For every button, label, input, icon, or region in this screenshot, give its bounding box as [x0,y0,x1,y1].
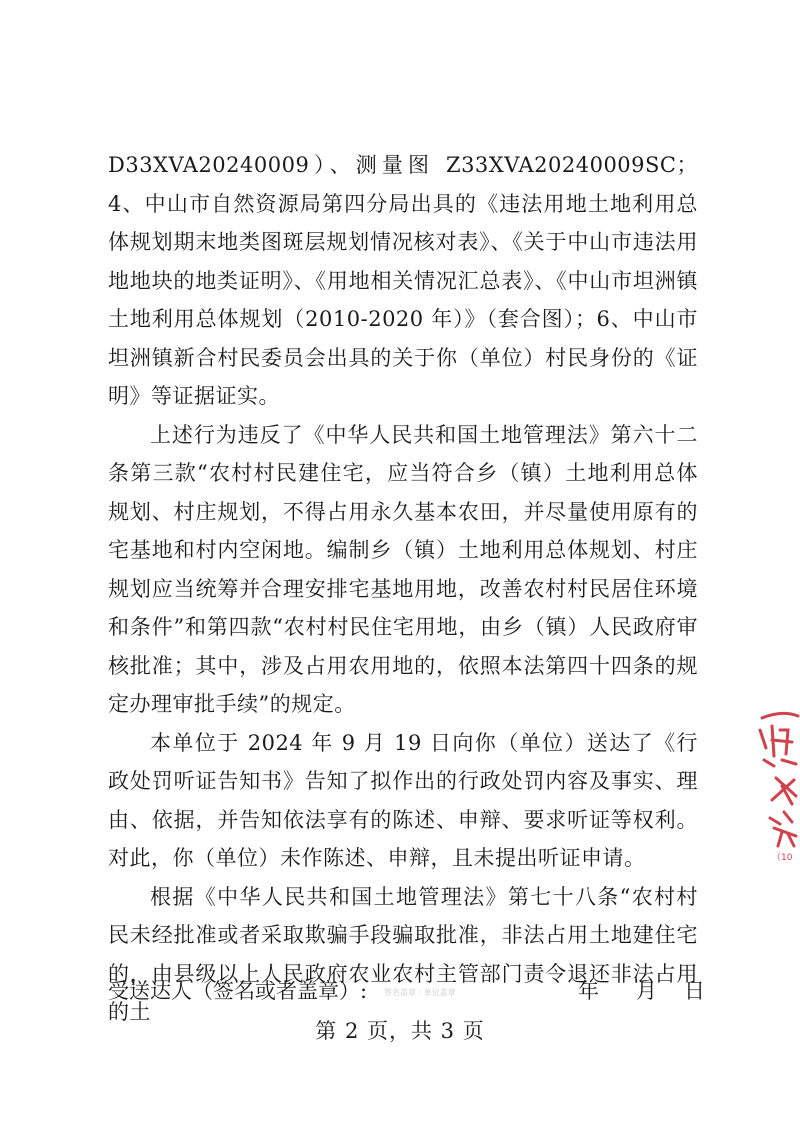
date-year-label: 年 [578,979,599,1003]
page-number-footer: 第 2 页，共 3 页 [315,1019,485,1043]
signature-faint-text: 签名盖章 · 单位盖章 [384,988,456,997]
paragraph-hearing-notice: 本单位于 2024 年 9 月 19 日向你（单位）送达了《行政处罚听证告知书》告知了拟作出的行政处罚内容及事实、理由、依据，并告知依法享有的陈述、申辩、要求听证等权利。对此，你（单位）未作陈述、申辩，且未提出听证申请。 [108,730,698,870]
paragraph-violation: 上述行为违反了《中华人民共和国土地管理法》第六十二条第三款“农村村民建住宅，应当符合乡（镇）土地利用总体规划、村庄规划，不得占用永久基本农田，并尽量使用原有的宅基地和村内空闲地。编制乡（镇）土地利用总体规划、村庄规划应当统筹并合理安排宅基地用地，改善农村村民居住环境和条件”和第四款“农村村民住宅用地，由乡（镇）人民政府审核批准；其中，涉及占用农用地的，依照本法第四十四条的规定办理审批手续”的规定。 [108,422,698,716]
document-body [108,146,698,1032]
date-day-label: 日 [684,979,705,1003]
signature-line [108,973,705,1009]
recipient-signature-label: 受送达人（签名或者盖章）: [108,979,368,1003]
paragraph-legal-basis: 根据《中华人民共和国土地管理法》第七十八条“农村村民未经批准或者采取欺骗手段骗取批准，非法占用土地建住宅的，由县级以上人民政府农业农村主管部门责令退还非法占用的土 [108,884,698,1024]
official-seal-fragment [752,700,800,870]
date-month-label: 月 [636,979,657,1003]
paragraph-evidence-continued: D33XVA20240009）、测量图 Z33XVA20240009SC；4、中山市自然资源局第四分局出具的《违法用地土地利用总体规划期末地类图斑层规划情况核对表》、《关于中山市违法用地地块的地类证明》、《用地相关情况汇总表》、《中山市坦洲镇土地利用总体规划（2010-2020 年）》（套合图）；6、中山市坦洲镇新合村民委员会出具的关于你（单位）村民身份的《证明》等证据证实。 [108,153,698,408]
seal-fragment-text: （10 [772,853,793,863]
